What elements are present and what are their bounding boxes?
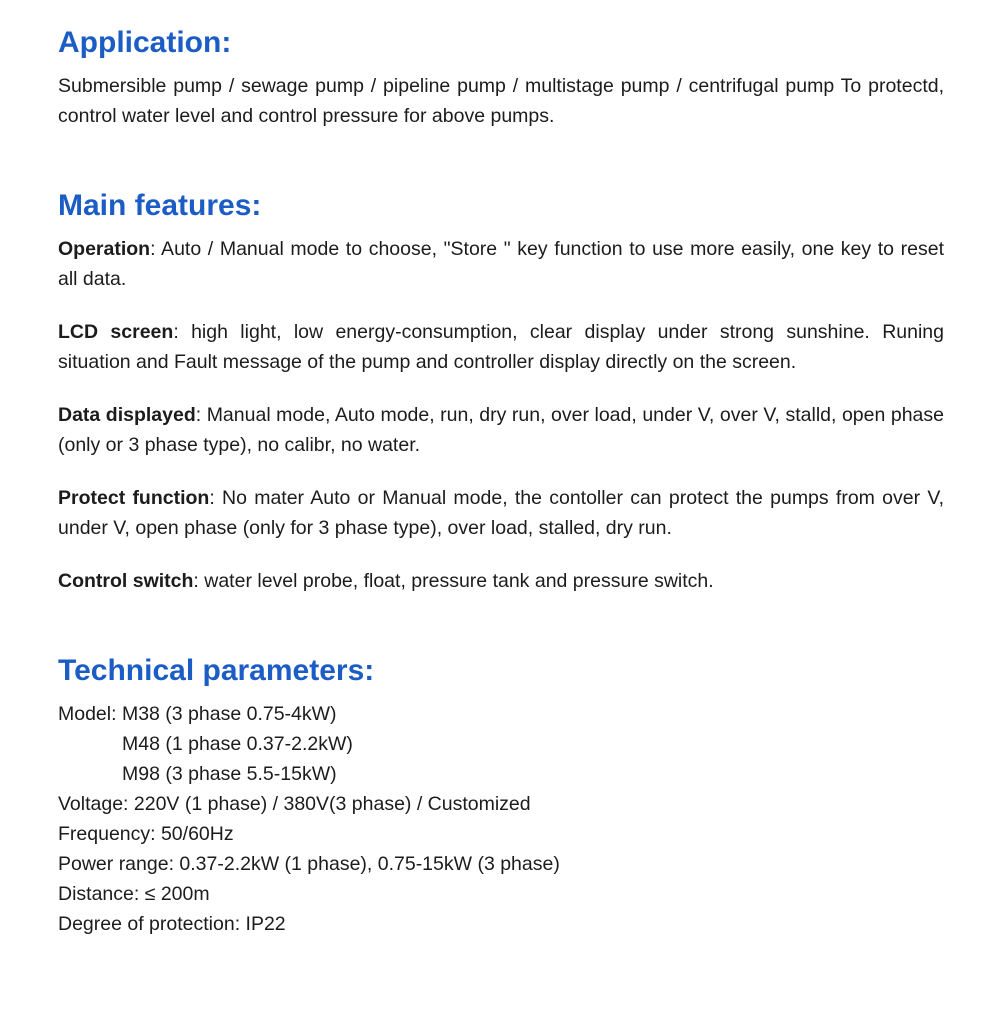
tech-line-model: Model: M38 (3 phase 0.75-4kW) — [58, 703, 337, 725]
application-body: Submersible pump / sewage pump / pipeline pump / multistage pump / centrifugal pump To protectd, control water level and control pressure for above pumps. — [58, 75, 944, 127]
feature-label-control-switch: Control switch — [58, 570, 194, 592]
feature-text-control-switch: : water level probe, float, pressure tank and pressure switch. — [193, 570, 714, 592]
tech-line-voltage: Voltage: 220V (1 phase) / 380V(3 phase) / Customized — [58, 793, 531, 815]
feature-text-operation: : Auto / Manual mode to choose, "Store " key function to use more easily, one key to reset all data. — [58, 238, 944, 290]
feature-label-data-displayed: Data displayed — [58, 404, 196, 426]
feature-protect-function — [58, 483, 944, 543]
tech-line-model-m48: M48 (1 phase 0.37-2.2kW) — [122, 733, 353, 755]
feature-text-protect-function: : No mater Auto or Manual mode, the contoller can protect the pumps from over V, under V, open phase (only for 3 phase type), over load, stalled, dry run. — [58, 487, 944, 539]
tech-line-model-m98: M98 (3 phase 5.5-15kW) — [122, 763, 337, 785]
main-features-section — [58, 189, 944, 596]
application-heading: Application: — [58, 26, 232, 59]
tech-line-distance: Distance: ≤ 200m — [58, 883, 210, 905]
feature-label-protect-function: Protect function — [58, 487, 210, 509]
main-features-heading: Main features: — [58, 189, 262, 222]
feature-label-operation: Operation — [58, 238, 151, 260]
technical-parameters-heading: Technical parameters: — [58, 654, 375, 687]
feature-label-lcd-screen: LCD screen — [58, 321, 174, 343]
tech-line-power-range: Power range: 0.37-2.2kW (1 phase), 0.75-15kW (3 phase) — [58, 853, 560, 875]
feature-control-switch — [58, 566, 944, 596]
tech-line-frequency: Frequency: 50/60Hz — [58, 823, 234, 845]
tech-line-degree-of-protection: Degree of protection: IP22 — [58, 913, 286, 935]
technical-parameters-section — [58, 654, 944, 939]
application-section — [58, 26, 944, 131]
feature-text-data-displayed: : Manual mode, Auto mode, run, dry run, over load, under V, over V, stalld, open phase (only or 3 phase type), no calibr, no water. — [58, 404, 944, 456]
feature-text-lcd-screen: : high light, low energy-consumption, clear display under strong sunshine. Runing situation and Fault message of the pump and controller display directly on the screen. — [58, 321, 944, 373]
feature-operation — [58, 234, 944, 294]
feature-data-displayed — [58, 400, 944, 460]
feature-lcd-screen — [58, 317, 944, 377]
